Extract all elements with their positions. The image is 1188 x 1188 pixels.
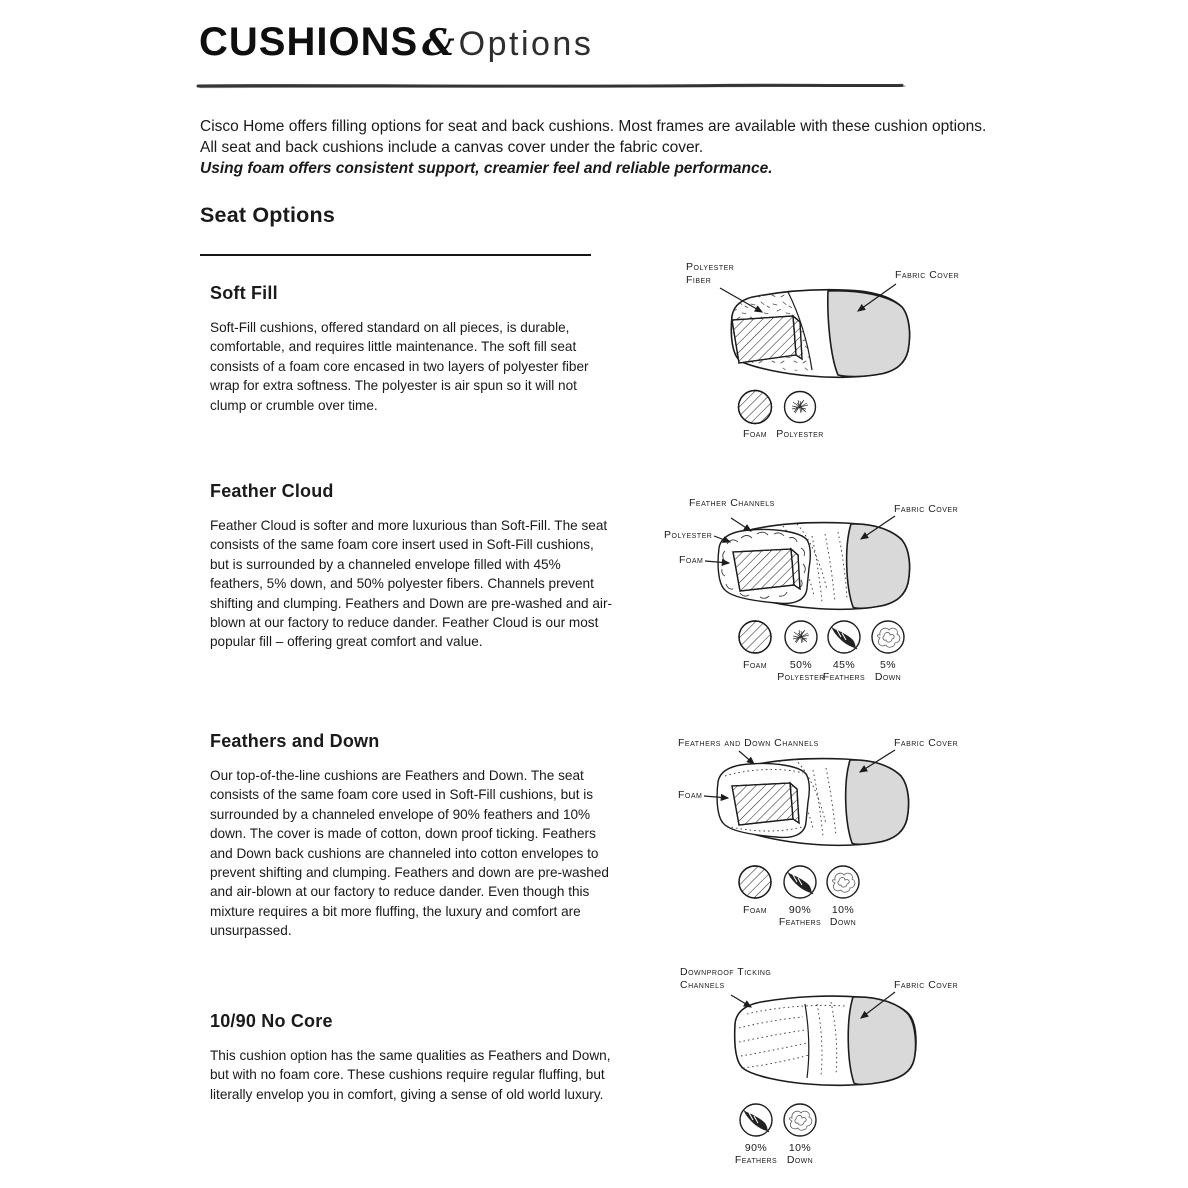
swatch-label-polyester: Polyester [776,428,824,440]
title-cushions: CUSHIONS [199,20,419,64]
section-divider [200,254,591,256]
seat-options-heading: Seat Options [200,203,336,227]
swatch-label-foam: Foam [743,659,767,671]
swatch-label-5pct: 5% [880,659,896,671]
swatch-label-down: Down [829,916,857,928]
section-title-feathers-and-down: Feathers and Down [210,731,380,751]
down-swatch [827,866,859,898]
swatch-label-10pct: 10% [788,1142,812,1154]
swatch-label-feathers: Feathers [778,916,822,928]
callout-polyester-fiber: Polyester Fiber [686,261,735,286]
down-swatch [784,1104,816,1136]
swatch-label-90pct: 90% [744,1142,768,1154]
diagram-10-90-no-core [655,962,1000,1180]
diagram-feather-cloud [655,492,1000,692]
title-underline [196,80,908,92]
section-body-feather-cloud: Feather Cloud is softer and more luxurious than Soft-Fill. The seat consists of the same foam core insert used in Soft-Fill cushions, but is surrounded by a channeled envelope filled with 45% feathers, 5% down, and 50% polyester fibers. Channels prevent shifting and clumping. Feathers and Down are pre-washed and air-blown at our factory to reduce dander. Feather Cloud is our most popular fill – offering great comfort and value. [210,518,612,650]
callout-fabric-cover: Fabric Cover [895,269,960,281]
intro-paragraph [200,116,995,179]
ticking-channels-arrow [731,995,751,1007]
feather-channels-arrow [731,518,751,531]
diagram-soft-fill [660,256,990,456]
page-title [199,20,593,65]
down-swatch [872,621,904,653]
swatch-label-down: Down [874,671,902,683]
fabric-cover-shape [847,524,910,608]
swatch-label-45pct: 45% [832,659,856,671]
foam-core-hatch [732,316,796,363]
callout-foam: Foam [679,554,704,566]
fabric-cover-shape [846,760,909,844]
swatch-label-feathers: Feathers [734,1154,778,1166]
swatch-label-polyester: Polyester [777,671,825,683]
callout-feathers-down-channels: Feathers and Down Channels [678,737,819,749]
swatch-label-foam: Foam [743,904,767,916]
diagram-feathers-and-down [655,730,1000,935]
swatch-label-down: Down [786,1154,814,1166]
swatch-label-feathers: Feathers [822,671,866,683]
foam-swatch-hatch [739,866,771,898]
foam-core-hatch [733,549,794,591]
soft-fill-illustration [660,256,990,456]
section-title-10-90-no-core: 10/90 No Core [210,1011,333,1031]
swatch-label-10pct: 10% [831,904,855,916]
callout-downproof-ticking-channels: Downproof Ticking Channels [680,966,772,991]
swatch-label-90pct: 90% [788,904,812,916]
section-title-soft-fill: Soft Fill [210,283,278,303]
section-body-feathers-and-down: Our top-of-the-line cushions are Feathers and Down. The seat consists of the same foam core used in Soft-Fill cushions, but is surrounded by a channeled envelope of 90% feathers and 10% down. The cover is made of cotton, down proof ticking. Feathers and Down back cushions are channeled into cotton envelopes to prevent shifting and clumping. Feathers and down are pre-washed and air-blown at our factory to reduce dander. Even though this mixture requires a bit more fluffing, the luxury and comfort are unsurpassed. [210,768,609,939]
callout-feather-channels: Feather Channels [689,497,775,509]
intro-emphasis: Using foam offers consistent support, creamier feel and reliable performance. [200,160,773,177]
section-title-feather-cloud: Feather Cloud [210,481,334,501]
callout-foam: Foam [678,789,703,801]
foam-swatch-hatch [739,621,771,653]
title-ampersand: & [422,22,455,64]
section-body-10-90-no-core: This cushion option has the same qualities as Feathers and Down, but with no foam core. These cushions require regular fluffing, but literally envelop you in comfort, giving a sense of old world luxury. [210,1048,611,1102]
section-body-soft-fill: Soft-Fill cushions, offered standard on all pieces, is durable, comfortable, and requires little maintenance. The soft fill seat consists of a foam core encased in two layers of polyester fiber wrap for extra softness. The polyester is air spun so it will not clump or crumble over time. [210,320,589,413]
swatch-label-50pct: 50% [789,659,813,671]
channels-arrow [739,751,754,764]
callout-polyester: Polyester [664,529,713,541]
title-options: Options [458,25,594,63]
callout-fabric-cover: Fabric Cover [894,979,959,991]
intro-text: Cisco Home offers filling options for seat and back cushions. Most frames are available with these cushion options. All seat and back cushions include a canvas cover under the fabric cover. [200,118,987,156]
foam-swatch-hatch [739,391,772,424]
callout-fabric-cover: Fabric Cover [894,737,959,749]
foam-core-hatch [732,783,793,825]
callout-fabric-cover: Fabric Cover [894,503,959,515]
swatch-label-foam: Foam [743,428,767,440]
